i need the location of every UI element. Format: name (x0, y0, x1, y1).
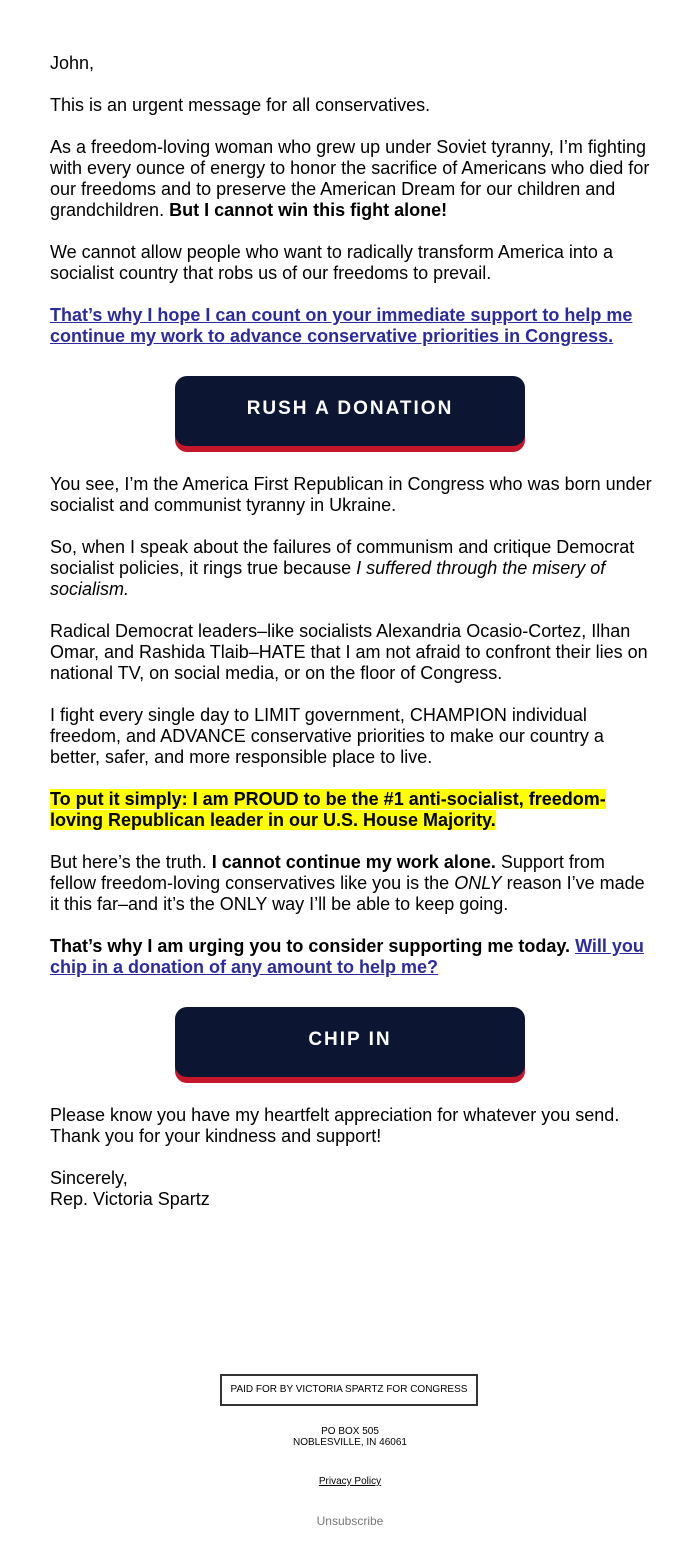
unsubscribe-link[interactable]: Unsubscribe (316, 1514, 384, 1528)
address-line-2: NOBLESVILLE, IN 46061 (293, 1437, 407, 1448)
support-link[interactable]: That’s why I hope I can count on your immediate support to help me continue my work to advance conservative priorities in Congress. (50, 305, 633, 346)
chip-in-link[interactable]: Will you chip in a donation of any amount to help me? (50, 936, 644, 977)
paragraph-ukraine: You see, I’m the America First Republican in Congress who was born under socialist and communist tyranny in Ukraine. (50, 474, 652, 515)
paragraph-urgent: This is an urgent message for all conservatives. (50, 95, 431, 115)
truth-text-a: But here’s the truth. (50, 852, 207, 872)
signature: Rep. Victoria Spartz (50, 1189, 210, 1209)
email-body-2 (50, 474, 655, 978)
rush-donation-button[interactable] (175, 376, 525, 446)
privacy-wrap (0, 1476, 700, 1487)
rush-donation-wrap (175, 376, 525, 446)
paid-for-box: PAID FOR BY VICTORIA SPARTZ FOR CONGRESS (220, 1374, 478, 1406)
paragraph-communism-italic: I suffered through the misery of socialism. (50, 558, 606, 599)
greeting: John, (50, 53, 95, 73)
paragraph-freedom (50, 137, 655, 221)
chip-in-wrap (175, 1007, 525, 1077)
paragraph-highlight (50, 789, 655, 831)
paragraph-support-link (50, 305, 655, 347)
address-line-1: PO BOX 505 (321, 1426, 379, 1437)
highlight-text: To put it simply: I am PROUD to be the #1 anti-socialist, freedom-loving Republican leader in our U.S. House Majority. (50, 789, 606, 830)
paragraph-truth (50, 852, 655, 915)
paragraph-freedom-text: As a freedom-loving woman who grew up under Soviet tyranny, I’m fighting with every ounce of energy to honor the sacrifice of Americans who died for our freedoms and to preserve the American Dream for our children and grandchildren. (50, 137, 650, 220)
paragraph-urging (50, 936, 655, 978)
rush-donation-label: RUSH A DONATION (246, 398, 454, 419)
chip-in-button[interactable] (175, 1007, 525, 1077)
privacy-policy-link[interactable]: Privacy Policy (318, 1476, 382, 1487)
signoff: Sincerely, (50, 1168, 128, 1188)
truth-bold: I cannot continue my work alone. (211, 852, 496, 872)
paragraph-fight: I fight every single day to LIMIT government, CHAMPION individual freedom, and ADVANCE conservative priorities to make our country a better, safer, and more responsible place to live. (50, 705, 604, 767)
paragraph-communism (50, 537, 655, 600)
truth-italic: ONLY (454, 873, 502, 893)
paragraph-radical: Radical Democrat leaders–like socialists Alexandria Ocasio-Cortez, Ilhan Omar, and Rashida Tlaib–HATE that I am not afraid to confront their lies on national TV, on social media, or on the floor of Congress. (50, 621, 648, 683)
chip-in-label: CHIP IN (308, 1029, 392, 1050)
email-body (50, 53, 655, 347)
truth-text-b: Support from fellow freedom-loving conservatives like you is the (50, 852, 605, 893)
paragraph-thanks: Please know you have my heartfelt appreciation for whatever you send. Thank you for your kindness and support! (50, 1105, 620, 1146)
paragraph-socialist: We cannot allow people who want to radically transform America into a socialist country that robs us of our freedoms to prevail. (50, 242, 613, 283)
paragraph-freedom-bold: But I cannot win this fight alone! (169, 200, 448, 220)
urging-bold: That’s why I am urging you to consider supporting me today. (50, 936, 571, 956)
paragraph-communism-text: So, when I speak about the failures of communism and critique Democrat socialist policies, it rings true because (50, 537, 635, 578)
truth-text-c: reason I’ve made it this far–and it’s the ONLY way I’ll be able to keep going. (50, 873, 645, 914)
email-body-3 (50, 1105, 655, 1210)
